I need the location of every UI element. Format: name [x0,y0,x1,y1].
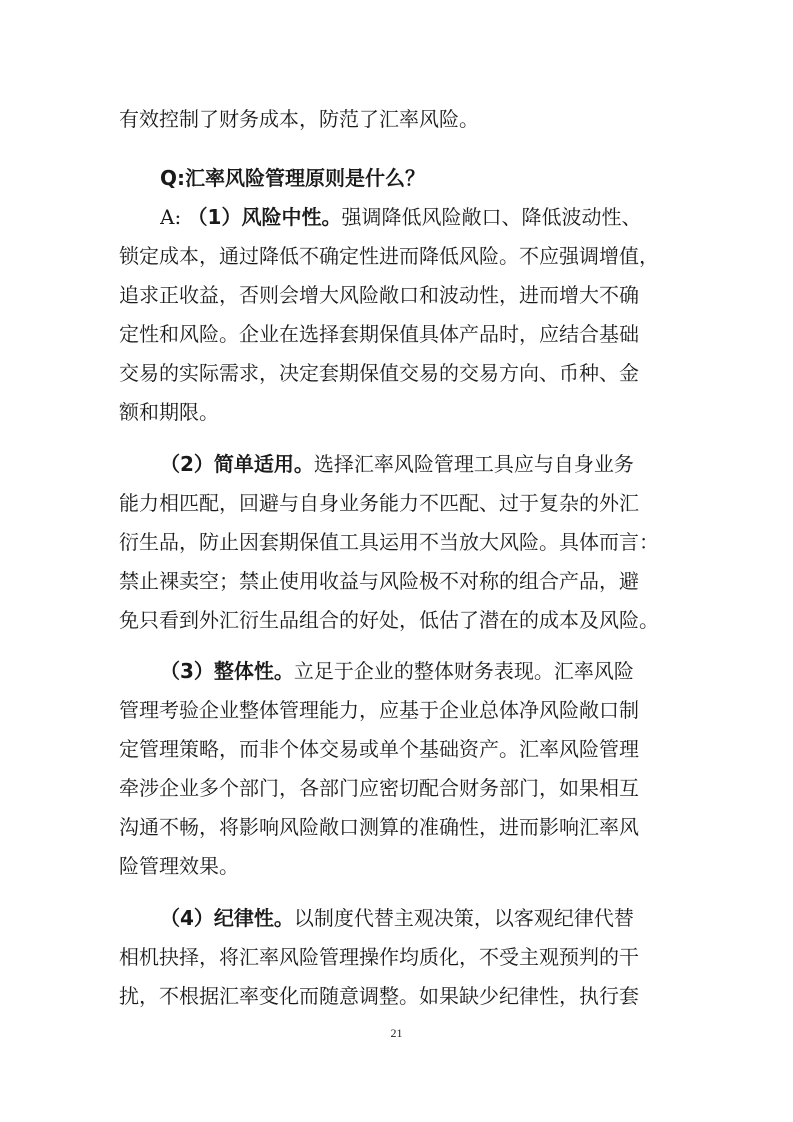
principle-4-line: 相机抉择，将汇率风险管理操作均质化，不受主观预判的干 [119,945,639,969]
principle-1-text: 强调降低风险敞口、降低波动性、 [341,205,642,229]
principle-1-first-line [160,203,679,231]
principle-4-heading: （4）纪律性。 [160,906,294,930]
principle-3-line: 定管理策略，而非个体交易或单个基础资产。汇率风险管理 [119,737,639,761]
principle-3-first-line [160,657,679,685]
principle-2-text: 选择汇率风险管理工具应与自身业务 [313,452,634,476]
principle-2-heading: （2）简单适用。 [160,452,314,476]
principle-4-line: 扰，不根据汇率变化而随意调整。如果缺少纪律性，执行套 [119,984,639,1008]
principle-3-line: 管理考验企业整体管理能力，应基于企业总体净风险敞口制 [119,698,639,722]
principle-4-first-line [160,904,679,932]
principle-2-first-line [160,450,679,478]
principle-2-line: 禁止裸卖空；禁止使用收益与风险极不对称的组合产品，避 [119,569,639,593]
principle-3-text: 立足于企业的整体财务表现。汇率风险 [293,659,634,683]
principle-1-line: 锁定成本，通过降低不确定性进而降低风险。不应强调增值， [119,244,659,268]
page-number: 21 [390,1026,403,1040]
principle-2-line: 能力相匹配，回避与自身业务能力不匹配、过于复杂的外汇 [119,491,639,515]
principle-3-line: 牵涉企业多个部门，各部门应密切配合财务部门，如果相互 [119,776,639,800]
principle-2-line: 衍生品，防止因套期保值工具运用不当放大风险。具体而言： [119,530,659,554]
principle-1-line: 交易的实际需求，决定套期保值交易的交易方向、币种、金 [119,361,639,385]
principle-4-text: 以制度代替主观决策，以客观纪律代替 [293,906,634,930]
question-heading: Q:汇率风险管理原则是什么？ [160,166,425,190]
principle-1-line: 定性和风险。企业在选择套期保值具体产品时，应结合基础 [119,322,639,346]
principle-1-heading: （1）风险中性。 [187,205,342,229]
answer-prefix: A: [160,205,182,229]
intro-line: 有效控制了财务成本，防范了汇率风险。 [119,107,479,131]
principle-1-line: 额和期限。 [119,400,219,424]
principle-3-heading: （3）整体性。 [160,659,294,683]
principle-3-line: 险管理效果。 [119,854,239,878]
principle-2-line: 免只看到外汇衍生品组合的好处，低估了潜在的成本及风险。 [119,608,659,632]
principle-1-line: 追求正收益，否则会增大风险敞口和波动性，进而增大不确 [119,283,639,307]
principle-3-line: 沟通不畅，将影响风险敞口测算的准确性，进而影响汇率风 [119,815,639,839]
